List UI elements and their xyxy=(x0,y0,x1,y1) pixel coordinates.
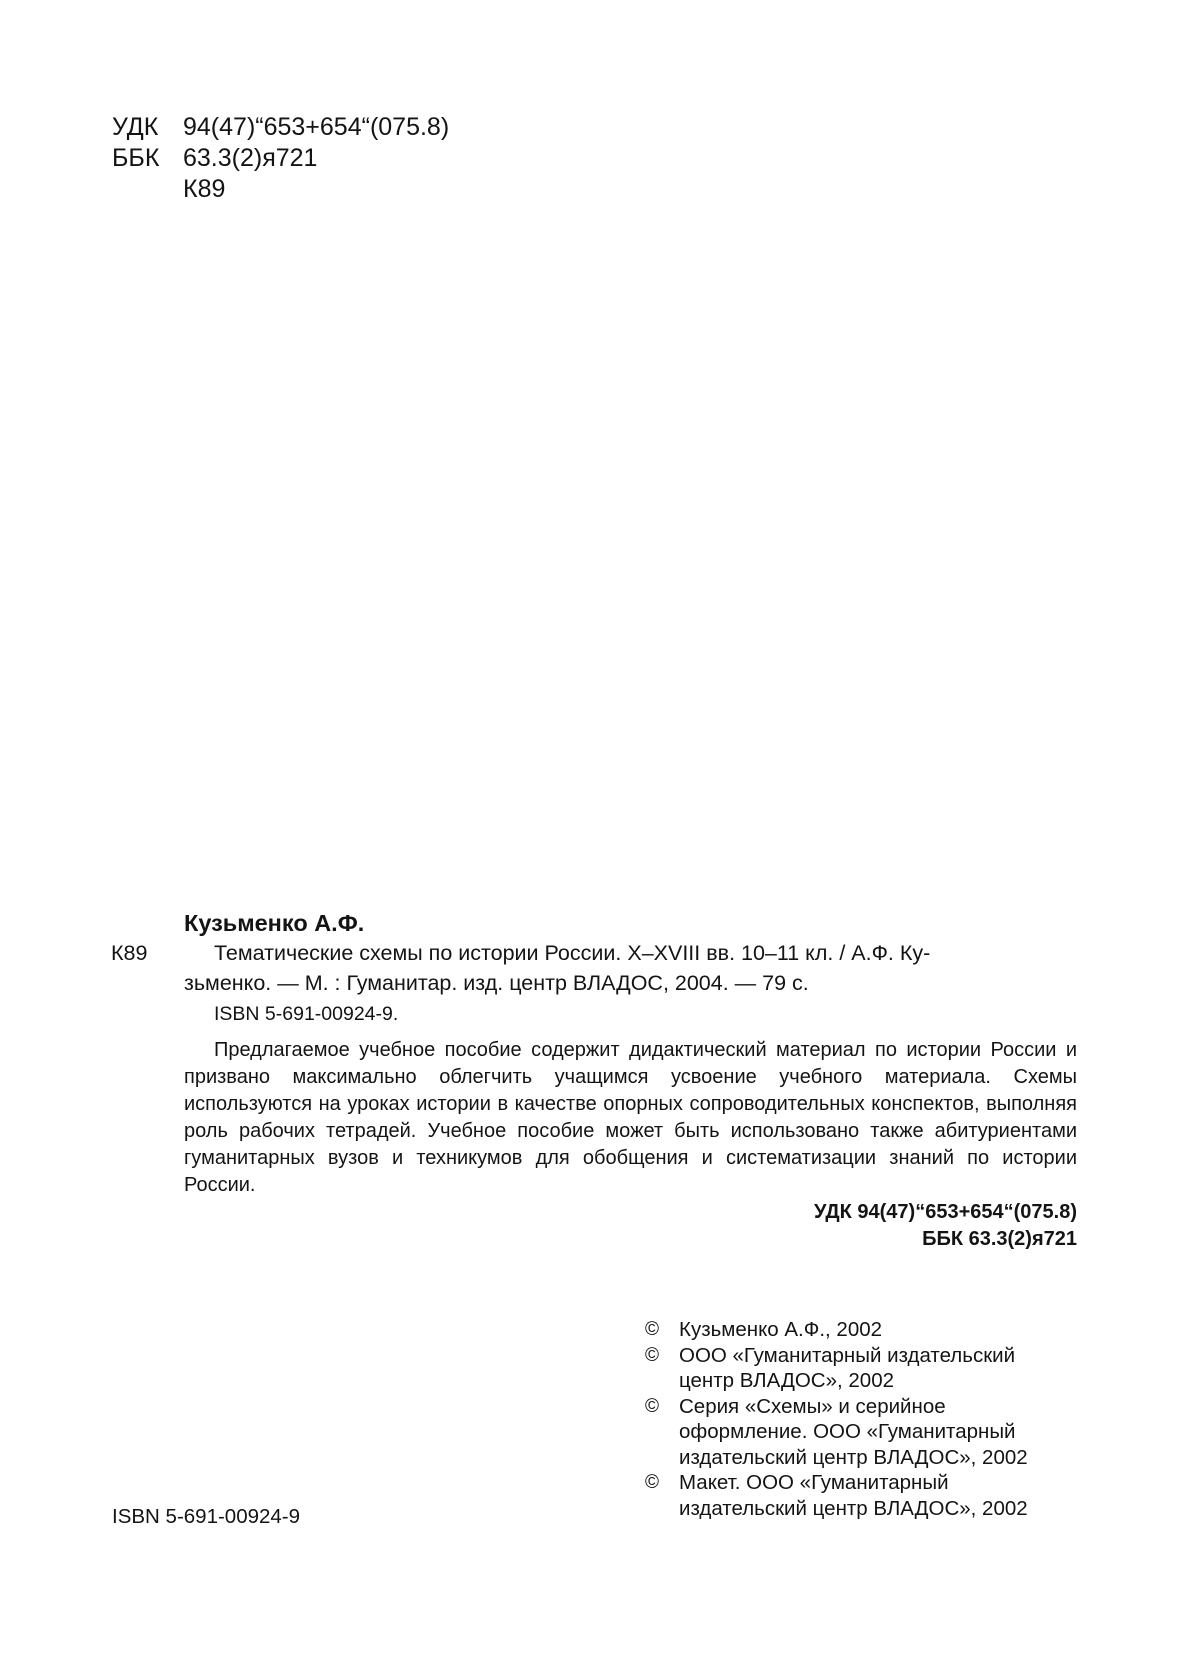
bbk-value: 63.3(2)я721 xyxy=(183,144,318,172)
title-line-1: Тематические схемы по истории России. X–XVIII вв. 10–11 кл. / А.Ф. Ку- xyxy=(214,941,931,965)
copyright-text: Кузьменко А.Ф., 2002 xyxy=(679,1318,883,1341)
bbk-label: ББК xyxy=(112,144,160,172)
copyright-sign: © xyxy=(645,1319,659,1340)
annotation-text: Предлагаемое учебное пособие содержит дидактический материал по истории России и призвано максимально облегчить учащимся усвоение учебного материала. Схемы используются на уроках истории в качестве опорных сопроводительных конспектов, выполняя роль рабочих тетрадей. Учебное пособие может быть использовано также абитуриентами гуманитарных вузов и техникумов для обобщения и систематизации знаний по истории России. xyxy=(184,1039,1077,1196)
copyright-text: Серия «Схемы» и серийное оформление. ООО «Гуманитарный издательский центр ВЛАДОС», 2002 xyxy=(679,1394,1028,1469)
copyright-item xyxy=(645,1343,1075,1394)
copyright-item xyxy=(645,1470,1075,1521)
author-sigla-top: К89 xyxy=(183,175,226,203)
copyright-sign: © xyxy=(645,1395,659,1417)
author-name: Кузьменко А.Ф. xyxy=(184,910,365,936)
copyright-item xyxy=(645,1317,1075,1343)
copyright-text: Макет. ООО «Гуманитарный издательский центр ВЛАДОС», 2002 xyxy=(679,1471,1028,1520)
copyright-sign: © xyxy=(645,1472,659,1493)
author-sigla: К89 xyxy=(111,941,148,965)
isbn-bottom: ISBN 5-691-00924-9 xyxy=(112,1505,301,1528)
isbn-record: ISBN 5-691-00924-9. xyxy=(214,1003,399,1025)
copyright-text: ООО «Гуманитарный издательский центр ВЛАДОС», 2002 xyxy=(679,1343,1016,1392)
udk-value: 94(47)“653+654“(075.8) xyxy=(183,113,450,141)
udk-label: УДК xyxy=(112,113,159,141)
title-line-2: зьменко. — М. : Гуманитар. изд. центр ВЛАДОС, 2004. — 79 с. xyxy=(184,971,809,995)
copyright-item xyxy=(645,1394,1075,1471)
annotation xyxy=(184,1037,1077,1199)
copyright-list xyxy=(645,1317,1075,1521)
udk-bottom: УДК 94(47)“653+654“(075.8) xyxy=(813,1201,1077,1223)
bbk-bottom: ББК 63.3(2)я721 xyxy=(922,1228,1077,1250)
copyright-sign: © xyxy=(645,1344,659,1366)
